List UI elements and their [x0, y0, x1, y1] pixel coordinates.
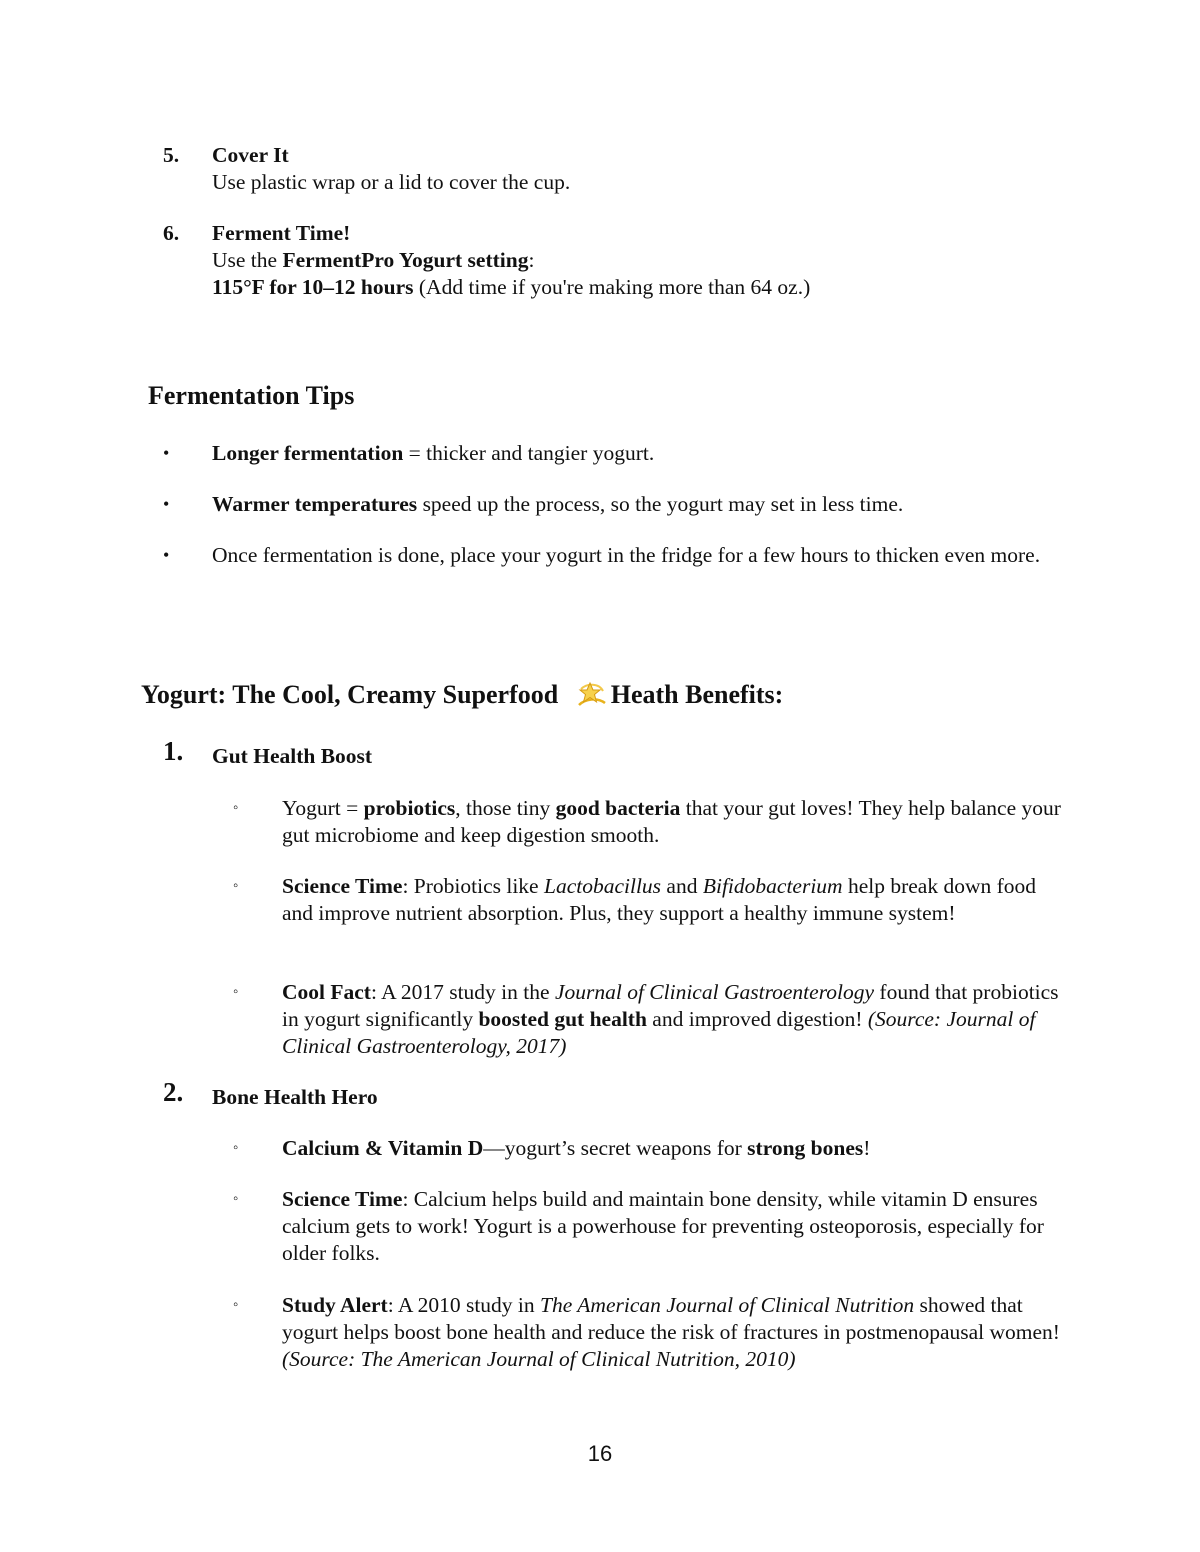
- circle-bullet: ◦: [233, 878, 239, 894]
- section-heading: Fermentation Tips: [148, 381, 355, 410]
- benefit-item: Cool Fact: A 2017 study in the Journal of Clinical Gastroenterology found that probiotics in yogurt significantly boosted gut health and improved digestion! (Source: Journal of Clinical Gastroenterology, 2017): [282, 980, 1059, 1058]
- step-5: [212, 142, 1072, 196]
- bullet: •: [163, 443, 170, 463]
- step-title: Ferment Time!: [212, 221, 351, 245]
- circle-bullet: ◦: [233, 800, 239, 816]
- bullet: •: [163, 545, 170, 565]
- subsection-title: Bone Health Hero: [212, 1085, 378, 1109]
- benefit-item: Study Alert: A 2010 study in The American Journal of Clinical Nutrition showed that yogurt helps boost bone health and reduce the risk of fractures in postmenopausal women! (Source: The American Journal of Clinical Nutrition, 2010): [282, 1293, 1060, 1371]
- bullet: •: [163, 494, 170, 514]
- section-number: 1.: [163, 736, 184, 766]
- step-text: Use the FermentPro Yogurt setting:: [212, 248, 535, 272]
- tip-item: Once fermentation is done, place your yogurt in the fridge for a few hours to thicken even more.: [212, 543, 1041, 567]
- benefit-item: Yogurt = probiotics, those tiny good bacteria that your gut loves! They help balance your gut microbiome and keep digestion smooth.: [282, 796, 1061, 847]
- step-number: 5.: [163, 143, 180, 167]
- circle-bullet: ◦: [233, 1191, 239, 1207]
- circle-bullet: ◦: [233, 1140, 239, 1156]
- page-number: 16: [587, 1441, 613, 1466]
- benefit-item: Calcium & Vitamin D—yogurt’s secret weapons for strong bones!: [282, 1136, 871, 1160]
- subsection-title: Gut Health Boost: [212, 744, 373, 768]
- step-text: 115°F for 10–12 hours (Add time if you're making more than 64 oz.): [212, 275, 811, 299]
- benefit-item: Science Time: Probiotics like Lactobacillus and Bifidobacterium help break down food and improve nutrient absorption. Plus, they support a healthy immune system!: [282, 874, 1037, 925]
- step-text: Use plastic wrap or a lid to cover the cup.: [212, 170, 571, 194]
- step-number: 6.: [163, 221, 180, 245]
- step-title: Cover It: [212, 143, 289, 167]
- section-heading: Yogurt: The Cool, Creamy Superfood Heath Benefits:: [141, 677, 783, 711]
- dizzy-star-icon: [575, 677, 609, 711]
- step-6: [212, 220, 1072, 301]
- tip-item: Warmer temperatures speed up the process, so the yogurt may set in less time.: [212, 492, 904, 516]
- circle-bullet: ◦: [233, 1297, 239, 1313]
- benefit-item: Science Time: Calcium helps build and maintain bone density, while vitamin D ensures calcium gets to work! Yogurt is a powerhouse for preventing osteoporosis, especially for older folks.: [282, 1187, 1044, 1265]
- circle-bullet: ◦: [233, 984, 239, 1000]
- section-number: 2.: [163, 1077, 184, 1107]
- tip-item: Longer fermentation = thicker and tangier yogurt.: [212, 441, 655, 465]
